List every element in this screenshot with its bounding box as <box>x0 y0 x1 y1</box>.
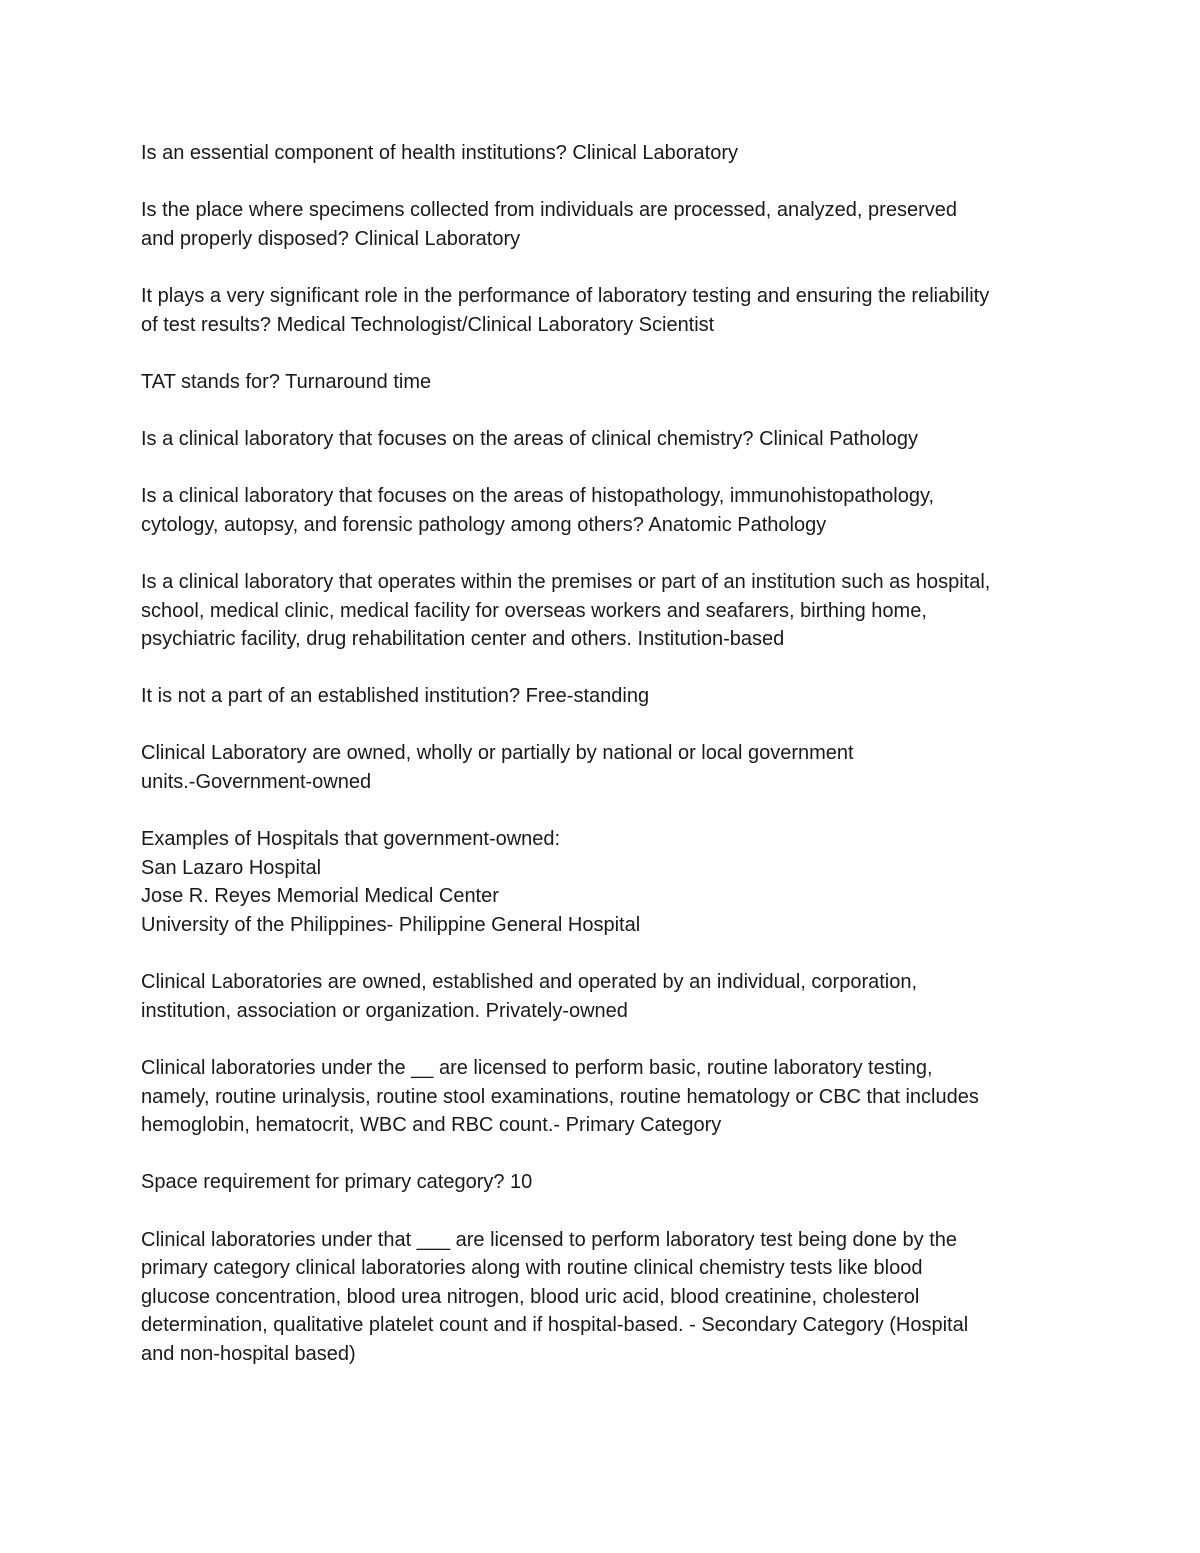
document-body <box>141 139 1071 1397</box>
text-line: Is a clinical laboratory that operates within the premises or part of an institution such as hospital, <box>141 570 991 593</box>
text-line: psychiatric facility, drug rehabilitation center and others. Institution-based <box>141 628 785 651</box>
text-line: and non-hospital based) <box>141 1342 356 1365</box>
text-line: institution, association or organization. Privately-owned <box>141 999 628 1022</box>
text-line: It plays a very significant role in the performance of laboratory testing and ensuring the reliability <box>141 284 990 307</box>
list-item: San Lazaro Hospital <box>141 856 322 879</box>
text-line: Is an essential component of health institutions? Clinical Laboratory <box>141 142 739 164</box>
text-line: Is the place where specimens collected from individuals are processed, analyzed, preserved <box>141 199 957 222</box>
text-line: of test results? Medical Technologist/Clinical Laboratory Scientist <box>141 313 715 336</box>
list-item: University of the Philippines- Philippine General Hospital <box>141 914 641 937</box>
qa-paragraph <box>141 425 1071 454</box>
hospital-examples-list <box>141 825 1071 939</box>
text-line: Is a clinical laboratory that focuses on the areas of histopathology, immunohistopathology, <box>141 485 935 508</box>
text-line: namely, routine urinalysis, routine stool examinations, routine hematology or CBC that includes <box>141 1085 979 1108</box>
text-line: Clinical laboratories under that ___ are licensed to perform laboratory test being done by the <box>141 1228 958 1251</box>
text-line: glucose concentration, blood urea nitrogen, blood uric acid, blood creatinine, cholesterol <box>141 1285 920 1308</box>
text-line: determination, qualitative platelet count and if hospital-based. - Secondary Category (Hospital <box>141 1314 969 1337</box>
qa-paragraph <box>141 1054 1071 1140</box>
text-line: Clinical Laboratories are owned, established and operated by an individual, corporation, <box>141 971 918 994</box>
text-line: Clinical laboratories under the __ are licensed to perform basic, routine laboratory testing, <box>141 1057 933 1079</box>
text-line: Clinical Laboratory are owned, wholly or partially by national or local government <box>141 742 854 765</box>
qa-paragraph <box>141 368 1071 397</box>
text-line: and properly disposed? Clinical Laboratory <box>141 227 521 250</box>
qa-paragraph <box>141 739 1071 796</box>
qa-paragraph <box>141 139 1071 168</box>
text-line: units.-Government-owned <box>141 771 372 794</box>
text-line: school, medical clinic, medical facility for overseas workers and seafarers, birthing home, <box>141 599 927 622</box>
list-item: Jose R. Reyes Memorial Medical Center <box>141 885 499 908</box>
qa-paragraph <box>141 682 1071 711</box>
text-line: TAT stands for? Turnaround time <box>141 370 432 393</box>
text-line: hemoglobin, hematocrit, WBC and RBC count.- Primary Category <box>141 1114 722 1137</box>
qa-paragraph <box>141 968 1071 1025</box>
qa-paragraph <box>141 568 1071 654</box>
text-line: Is a clinical laboratory that focuses on the areas of clinical chemistry? Clinical Pathology <box>141 427 919 450</box>
qa-paragraph <box>141 482 1071 539</box>
qa-paragraph <box>141 282 1071 339</box>
text-line: cytology, autopsy, and forensic pathology among others? Anatomic Pathology <box>141 513 827 536</box>
qa-paragraph <box>141 1168 1071 1197</box>
text-line: primary category clinical laboratories along with routine clinical chemistry tests like blood <box>141 1257 923 1280</box>
text-line: It is not a part of an established institution? Free-standing <box>141 685 650 708</box>
qa-paragraph <box>141 196 1071 253</box>
text-line: Space requirement for primary category? 10 <box>141 1171 533 1194</box>
list-heading: Examples of Hospitals that government-owned: <box>141 828 561 851</box>
qa-paragraph <box>141 1226 1071 1369</box>
